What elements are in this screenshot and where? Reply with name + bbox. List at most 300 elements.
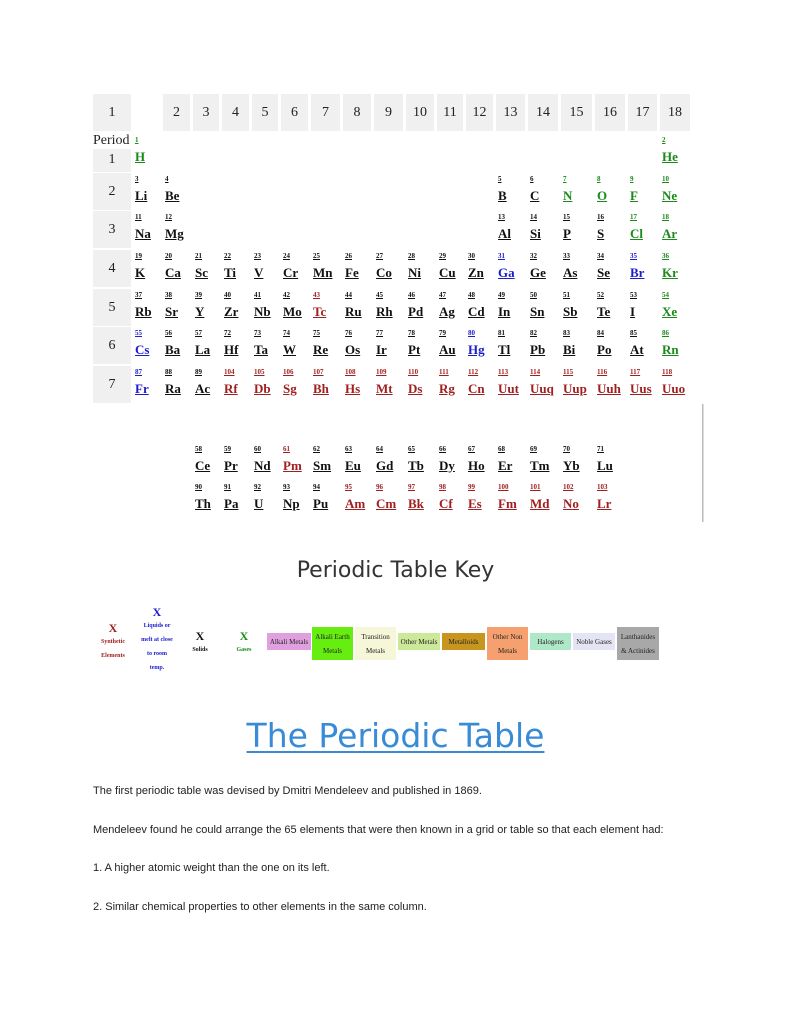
element-symbol[interactable]: Sb [563,304,578,319]
element-symbol[interactable]: Pm [283,458,302,473]
element-in[interactable] [498,291,528,327]
element-symbol[interactable]: N [563,188,573,203]
atomic-number: 118 [662,368,673,376]
element-sr[interactable] [165,291,193,327]
element-symbol[interactable]: Cs [135,342,150,357]
atomic-number: 50 [530,291,537,299]
period-label-2: 2 [93,173,131,210]
element-symbol[interactable]: No [563,496,579,511]
element-symbol[interactable]: Ag [439,304,455,319]
element-symbol[interactable]: Bh [313,381,329,396]
element-p[interactable] [563,213,595,249]
element-symbol[interactable]: Xe [662,304,678,319]
atomic-number: 5 [498,175,502,183]
group-header-12: 12 [466,94,493,131]
element-symbol[interactable]: Tb [408,458,424,473]
element-symbol[interactable]: Ce [195,458,211,473]
element-pr[interactable] [224,445,252,481]
element-at[interactable] [630,329,660,365]
element-symbol[interactable]: Se [597,265,610,280]
element-fe[interactable] [345,252,374,288]
element-symbol[interactable]: Uuh [597,381,621,396]
element-c[interactable] [530,175,561,211]
element-h[interactable] [135,136,163,172]
element-hg[interactable] [468,329,496,365]
element-symbol[interactable]: I [630,304,636,319]
element-symbol[interactable]: Zn [468,265,484,280]
element-lu[interactable] [597,445,628,481]
element-md[interactable] [530,483,561,519]
element-symbol[interactable]: Fm [498,496,517,511]
element-ne[interactable] [662,175,693,211]
element-pa[interactable] [224,483,252,519]
atomic-number: 82 [530,329,537,337]
element-symbol[interactable]: Zr [224,304,239,319]
element-lr[interactable] [597,483,628,519]
group-header-18: 18 [660,94,690,131]
element-pd[interactable] [408,291,437,327]
element-kr[interactable] [662,252,693,288]
element-symbol[interactable]: P [563,226,571,241]
element-cu[interactable] [439,252,466,288]
atomic-number: 109 [376,368,387,376]
element-symbol[interactable]: Db [254,381,271,396]
element-ba[interactable] [165,329,193,365]
element-symbol[interactable]: Pu [313,496,329,511]
element-tc[interactable] [313,291,343,327]
period-label-5: 5 [93,289,131,326]
element-rh[interactable] [376,291,406,327]
element-symbol[interactable]: Ir [376,342,387,357]
atomic-number: 66 [439,445,446,453]
element-yb[interactable] [563,445,595,481]
element-symbol[interactable]: Pd [408,304,424,319]
period-label-3: 3 [93,211,131,248]
element-symbol[interactable]: Cu [439,265,456,280]
element-pb[interactable] [530,329,561,365]
element-symbol[interactable]: Sc [195,265,208,280]
element-symbol[interactable]: Yb [563,458,580,473]
element-al[interactable] [498,213,528,249]
element-ra[interactable] [165,368,193,404]
element-symbol[interactable]: He [662,149,678,164]
element-s[interactable] [597,213,628,249]
element-i[interactable] [630,291,660,327]
key-symbol-2 [135,605,179,675]
element-symbol[interactable]: Rn [662,342,679,357]
element-symbol[interactable]: Ac [195,381,211,396]
element-sn[interactable] [530,291,561,327]
element-cs[interactable] [135,329,163,365]
element-eu[interactable] [345,445,374,481]
element-symbol[interactable]: B [498,188,507,203]
paragraph-rule-1: 1. A higher atomic weight than the one on its left. [93,862,330,874]
element-li[interactable] [135,175,163,211]
element-nd[interactable] [254,445,281,481]
element-he[interactable] [662,136,693,172]
element-symbol[interactable]: K [135,265,146,280]
element-mt[interactable] [376,368,406,404]
element-as[interactable] [563,252,595,288]
element-symbol[interactable]: Cr [283,265,299,280]
element-symbol[interactable]: Tc [313,304,327,319]
element-cm[interactable] [376,483,406,519]
atomic-number: 52 [597,291,604,299]
element-symbol[interactable]: Rg [439,381,455,396]
key-symbol-description: Synthetic [101,639,125,645]
element-symbol[interactable]: Na [135,226,151,241]
atomic-number: 24 [283,252,290,260]
atomic-number: 79 [439,329,446,337]
element-f[interactable] [630,175,660,211]
element-symbol[interactable]: Uuo [662,381,686,396]
element-tl[interactable] [498,329,528,365]
element-th[interactable] [195,483,222,519]
element-ge[interactable] [530,252,561,288]
element-symbol[interactable]: F [630,188,638,203]
element-rn[interactable] [662,329,693,365]
element-uuq[interactable] [530,368,561,404]
element-xe[interactable] [662,291,693,327]
element-uus[interactable] [630,368,660,404]
element-tm[interactable] [530,445,561,481]
element-symbol[interactable]: Tm [530,458,550,473]
element-ar[interactable] [662,213,693,249]
element-sc[interactable] [195,252,222,288]
element-se[interactable] [597,252,628,288]
element-symbol[interactable]: Fe [345,265,359,280]
element-symbol[interactable]: Si [530,226,541,241]
element-symbol[interactable]: W [283,342,296,357]
element-symbol[interactable]: Y [195,304,205,319]
group-header-8: 8 [343,94,371,131]
element-symbol[interactable]: Mt [376,381,393,396]
element-symbol[interactable]: Ca [165,265,181,280]
element-er[interactable] [498,445,528,481]
element-symbol[interactable]: Rf [224,381,238,396]
element-os[interactable] [345,329,374,365]
element-symbol[interactable]: Uus [630,381,652,396]
atomic-number: 16 [597,213,604,221]
element-fm[interactable] [498,483,528,519]
element-cn[interactable] [468,368,496,404]
element-symbol[interactable]: Cf [439,496,453,511]
element-symbol[interactable]: Ba [165,342,181,357]
element-cf[interactable] [439,483,466,519]
element-n[interactable] [563,175,595,211]
element-pm[interactable] [283,445,311,481]
element-sm[interactable] [313,445,343,481]
element-zn[interactable] [468,252,496,288]
element-symbol[interactable]: Fr [135,381,149,396]
element-au[interactable] [439,329,466,365]
element-symbol[interactable]: Cl [630,226,643,241]
atomic-number: 11 [135,213,142,221]
element-na[interactable] [135,213,163,249]
group-header-14: 14 [528,94,558,131]
element-dy[interactable] [439,445,466,481]
element-fr[interactable] [135,368,163,404]
atomic-number: 104 [224,368,235,376]
element-symbol[interactable]: Co [376,265,392,280]
key-symbol-1 [93,621,133,663]
element-ho[interactable] [468,445,496,481]
atomic-number: 110 [408,368,419,376]
atomic-number: 83 [563,329,570,337]
element-mn[interactable] [313,252,343,288]
element-ta[interactable] [254,329,281,365]
element-ds[interactable] [408,368,437,404]
element-symbol[interactable]: Hg [468,342,485,357]
atomic-number: 10 [662,175,669,183]
element-ti[interactable] [224,252,252,288]
element-hf[interactable] [224,329,252,365]
element-symbol[interactable]: Ta [254,342,268,357]
element-symbol[interactable]: Eu [345,458,361,473]
element-symbol[interactable]: Sm [313,458,332,473]
element-rb[interactable] [135,291,163,327]
element-symbol[interactable]: Tl [498,342,511,357]
element-symbol[interactable]: Rb [135,304,152,319]
atomic-number: 49 [498,291,505,299]
atomic-number: 42 [283,291,290,299]
element-co[interactable] [376,252,406,288]
element-symbol[interactable]: S [597,226,605,241]
element-symbol[interactable]: Te [597,304,611,319]
atomic-number: 105 [254,368,265,376]
atomic-number: 108 [345,368,356,376]
element-es[interactable] [468,483,496,519]
atomic-number: 23 [254,252,261,260]
element-uup[interactable] [563,368,595,404]
element-cr[interactable] [283,252,311,288]
element-uut[interactable] [498,368,528,404]
element-k[interactable] [135,252,163,288]
element-symbol[interactable]: Bi [563,342,576,357]
atomic-number: 21 [195,252,202,260]
element-symbol[interactable]: Am [345,496,366,511]
element-symbol[interactable]: Br [630,265,645,280]
element-symbol[interactable]: Cn [468,381,485,396]
element-ni[interactable] [408,252,437,288]
element-ag[interactable] [439,291,466,327]
element-bh[interactable] [313,368,343,404]
atomic-number: 60 [254,445,261,453]
atomic-number: 98 [439,483,446,491]
element-si[interactable] [530,213,561,249]
element-bi[interactable] [563,329,595,365]
element-nb[interactable] [254,291,281,327]
element-symbol[interactable]: Ar [662,226,678,241]
element-pu[interactable] [313,483,343,519]
element-symbol[interactable]: Pt [408,342,421,357]
atomic-number: 8 [597,175,601,183]
element-symbol[interactable]: Ni [408,265,421,280]
element-symbol[interactable]: Al [498,226,511,241]
element-symbol[interactable]: Mg [165,226,184,241]
element-symbol[interactable]: Ga [498,265,515,280]
atomic-number: 93 [283,483,290,491]
element-ca[interactable] [165,252,193,288]
group-header-13: 13 [496,94,525,131]
element-no[interactable] [563,483,595,519]
element-symbol[interactable]: C [530,188,540,203]
element-symbol[interactable]: O [597,188,608,203]
element-symbol[interactable]: La [195,342,211,357]
element-y[interactable] [195,291,222,327]
atomic-number: 39 [195,291,202,299]
element-symbol[interactable]: Th [195,496,211,511]
element-symbol[interactable]: In [498,304,511,319]
element-np[interactable] [283,483,311,519]
element-mo[interactable] [283,291,311,327]
group-header-15: 15 [561,94,592,131]
atomic-number: 89 [195,368,202,376]
element-b[interactable] [498,175,528,211]
atomic-number: 22 [224,252,231,260]
element-symbol[interactable]: Uuq [530,381,554,396]
element-sg[interactable] [283,368,311,404]
element-symbol[interactable]: Kr [662,265,678,280]
element-symbol[interactable]: Cd [468,304,485,319]
paragraph-mendeleev: Mendeleev found he could arrange the 65 elements that were then known in a grid or table so that each element had: [93,824,664,836]
element-symbol[interactable]: Sg [283,381,297,396]
element-symbol[interactable]: Gd [376,458,394,473]
atomic-number: 38 [165,291,172,299]
element-symbol[interactable]: Uup [563,381,587,396]
element-symbol[interactable]: At [630,342,644,357]
element-symbol[interactable]: Es [468,496,482,511]
element-symbol[interactable]: Hs [345,381,361,396]
element-symbol[interactable]: Ne [662,188,678,203]
element-symbol[interactable]: Nd [254,458,271,473]
period-label-1: 1 [93,148,131,172]
element-symbol[interactable]: Re [313,342,329,357]
element-la[interactable] [195,329,222,365]
element-symbol[interactable]: U [254,496,264,511]
element-symbol[interactable]: Be [165,188,180,203]
element-symbol[interactable]: Ru [345,304,362,319]
element-symbol[interactable]: Hf [224,342,239,357]
element-v[interactable] [254,252,281,288]
element-rg[interactable] [439,368,466,404]
element-symbol[interactable]: Mn [313,265,333,280]
element-symbol[interactable]: Pa [224,496,239,511]
element-symbol[interactable]: Ra [165,381,181,396]
element-symbol[interactable]: Pb [530,342,546,357]
element-gd[interactable] [376,445,406,481]
element-u[interactable] [254,483,281,519]
element-hs[interactable] [345,368,374,404]
element-symbol[interactable]: Ge [530,265,546,280]
element-symbol[interactable]: Os [345,342,361,357]
atomic-number: 28 [408,252,415,260]
element-uuo[interactable] [662,368,693,404]
period-label-6: 6 [93,327,131,364]
element-be[interactable] [165,175,193,211]
element-tb[interactable] [408,445,437,481]
element-symbol[interactable]: Er [498,458,513,473]
element-w[interactable] [283,329,311,365]
element-symbol[interactable]: Nb [254,304,271,319]
element-o[interactable] [597,175,628,211]
atomic-number: 9 [630,175,634,183]
element-symbol[interactable]: Lu [597,458,613,473]
element-te[interactable] [597,291,628,327]
element-symbol[interactable]: Uut [498,381,519,396]
atomic-number: 7 [563,175,567,183]
atomic-number: 43 [313,291,320,299]
element-symbol[interactable]: Mo [283,304,302,319]
element-symbol[interactable]: Ho [468,458,485,473]
article-title-link[interactable]: The Periodic Table [246,716,545,755]
element-symbol[interactable]: Lr [597,496,612,511]
atomic-number: 72 [224,329,231,337]
element-symbol[interactable]: Bk [408,496,424,511]
element-pt[interactable] [408,329,437,365]
element-symbol[interactable]: V [254,265,264,280]
article-title[interactable] [0,716,791,755]
element-mg[interactable] [165,213,193,249]
element-zr[interactable] [224,291,252,327]
element-ce[interactable] [195,445,222,481]
element-ga[interactable] [498,252,528,288]
element-symbol[interactable]: Dy [439,458,455,473]
element-symbol[interactable]: Ds [408,381,423,396]
element-symbol[interactable]: Np [283,496,300,511]
element-am[interactable] [345,483,374,519]
element-po[interactable] [597,329,628,365]
atomic-number: 96 [376,483,383,491]
atomic-number: 59 [224,445,231,453]
element-re[interactable] [313,329,343,365]
element-rf[interactable] [224,368,252,404]
atomic-number: 87 [135,368,142,376]
atomic-number: 15 [563,213,570,221]
key-symbol-mark: X [152,605,162,619]
element-cl[interactable] [630,213,660,249]
element-symbol[interactable]: Li [135,188,148,203]
key-symbol-description: Gases [236,647,252,653]
element-bk[interactable] [408,483,437,519]
atomic-number: 3 [135,175,139,183]
element-ir[interactable] [376,329,406,365]
element-symbol[interactable]: As [563,265,578,280]
element-ru[interactable] [345,291,374,327]
element-uuh[interactable] [597,368,628,404]
key-category-lanthanides-actinides: Lanthanides & Actinides [617,627,659,660]
paragraph-intro: The first periodic table was devised by Dmitri Mendeleev and published in 1869. [93,785,482,797]
element-symbol[interactable]: Ti [224,265,237,280]
key-category-metalloids: Metalloids [442,633,485,650]
element-db[interactable] [254,368,281,404]
atomic-number: 75 [313,329,320,337]
period-label-4: 4 [93,250,131,287]
element-symbol[interactable]: Po [597,342,612,357]
element-br[interactable] [630,252,660,288]
element-cd[interactable] [468,291,496,327]
element-symbol[interactable]: Sn [530,304,545,319]
element-symbol[interactable]: Cm [376,496,397,511]
element-symbol[interactable]: Pr [224,458,238,473]
element-symbol[interactable]: Md [530,496,550,511]
element-sb[interactable] [563,291,595,327]
element-symbol[interactable]: Au [439,342,456,357]
element-symbol[interactable]: H [135,149,146,164]
element-ac[interactable] [195,368,222,404]
element-symbol[interactable]: Rh [376,304,393,319]
element-symbol[interactable]: Sr [165,304,178,319]
